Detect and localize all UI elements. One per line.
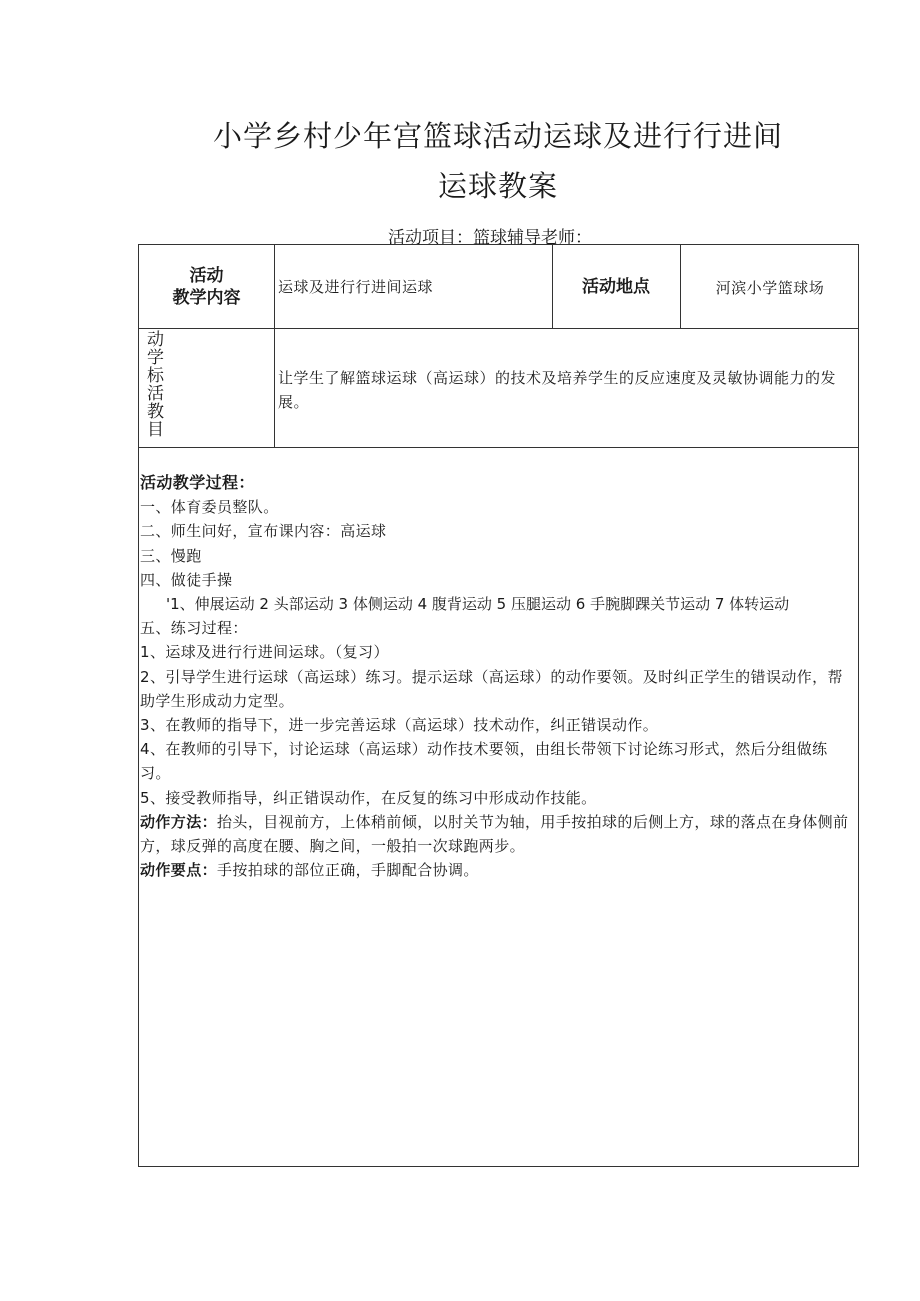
- goal-label-char: 动: [147, 330, 164, 350]
- action-method-text: 抬头，目视前方，上体稍前倾，以肘关节为轴，用手按拍球的后侧上方，球的落点在身体侧前方，球反弹的高度在腰、胸之间，一般拍一次球跑两步。: [140, 812, 849, 856]
- content-label-line1: 活动: [189, 266, 224, 286]
- lesson-plan-table: [138, 244, 859, 1167]
- process-step: 一、体育委员整队。: [140, 498, 279, 517]
- action-keypoints-text: 手按拍球的部位正确，手脚配合协调。: [217, 861, 479, 880]
- content-label-line2: 教学内容: [172, 288, 241, 308]
- process-step: 四、做徒手操: [140, 570, 233, 589]
- column-divider: [274, 328, 275, 447]
- practice-item: 2、引导学生进行运球（高运球）练习。提示运球（高运球）的动作要领。及时纠正学生的错误动作，帮助学生形成动力定型。: [140, 667, 843, 710]
- goal-label-char: 教: [147, 402, 164, 422]
- process-heading: 活动教学过程：: [140, 473, 255, 492]
- row-divider: [139, 447, 858, 448]
- practice-heading: 五、练习过程：: [140, 619, 248, 638]
- document-title: 小学乡村少年宫篮球活动运球及进行行进间: [212, 119, 783, 153]
- action-method-label: 动作方法：: [140, 812, 218, 831]
- process-step: 三、慢跑: [140, 546, 202, 565]
- practice-item: 4、在教师的引导下，讨论运球（高运球）动作技术要领，由组长带领下讨论练习形式，然后分组做练习。: [140, 740, 828, 783]
- content-label-cell: [139, 265, 274, 309]
- document-title-line2: 运球教案: [437, 169, 558, 203]
- column-divider: [274, 245, 275, 328]
- exercise-list: '1、伸展运动 2 头部运动 3 体侧运动 4 腹背运动 5 压腿运动 6 手腕脚踝关节运动 7 体转运动: [166, 595, 790, 614]
- goal-label: [147, 331, 171, 439]
- process-step: 二、师生问好，宣布课内容：高运球: [140, 522, 387, 541]
- place-label: 活动地点: [582, 277, 650, 297]
- goal-value: 让学生了解篮球运球（高运球）的技术及培养学生的反应速度及灵敏协调能力的发展。: [278, 369, 837, 411]
- place-value: 河滨小学篮球场: [715, 279, 825, 297]
- teaching-process: [139, 471, 852, 882]
- goal-label-char: 学: [147, 348, 164, 368]
- goal-label-char: 目: [147, 420, 164, 440]
- activity-subtitle: 活动项目：篮球辅导老师：: [388, 228, 592, 248]
- action-method: [140, 810, 852, 858]
- content-value: 运球及进行行进间运球: [278, 278, 434, 296]
- practice-item: 3、在教师的指导下，进一步完善运球（高运球）技术动作，纠正错误动作。: [140, 716, 659, 735]
- row-divider: [139, 328, 858, 329]
- action-keypoints-label: 动作要点：: [140, 861, 218, 880]
- goal-label-char: 标: [147, 366, 164, 386]
- practice-item: 5、接受教师指导，纠正错误动作，在反复的练习中形成动作技能。: [140, 788, 597, 807]
- goal-label-char: 活: [147, 384, 164, 404]
- action-keypoints: [140, 858, 852, 882]
- practice-item: 1、运球及进行行进间运球。（复习）: [140, 643, 389, 662]
